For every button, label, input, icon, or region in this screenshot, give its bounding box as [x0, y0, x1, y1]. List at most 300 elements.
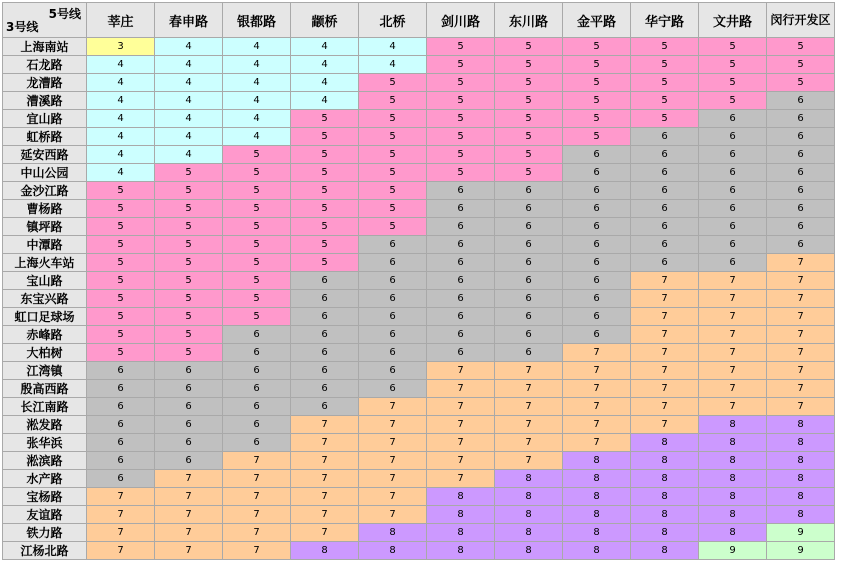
fare-cell: 6: [563, 164, 631, 182]
column-header-line5-station: 北桥: [359, 3, 427, 38]
table-row: [3, 434, 835, 452]
fare-cell: 8: [563, 542, 631, 560]
fare-cell: 6: [359, 362, 427, 380]
fare-cell: 7: [87, 542, 155, 560]
fare-cell: 5: [359, 218, 427, 236]
fare-cell: 6: [291, 290, 359, 308]
fare-cell: 5: [87, 236, 155, 254]
row-header-line3-station: 延安西路: [3, 146, 87, 164]
fare-cell: 6: [767, 236, 835, 254]
fare-cell: 7: [631, 362, 699, 380]
fare-cell: 6: [699, 146, 767, 164]
fare-cell: 7: [359, 488, 427, 506]
table-row: [3, 200, 835, 218]
fare-cell: 6: [563, 236, 631, 254]
table-row: [3, 452, 835, 470]
fare-cell: 6: [495, 308, 563, 326]
fare-cell: 6: [291, 308, 359, 326]
fare-cell: 4: [359, 56, 427, 74]
fare-cell: 4: [359, 38, 427, 56]
table-row: [3, 38, 835, 56]
fare-cell: 7: [155, 488, 223, 506]
fare-cell: 6: [495, 200, 563, 218]
fare-cell: 9: [767, 524, 835, 542]
fare-cell: 5: [155, 236, 223, 254]
fare-cell: 8: [699, 524, 767, 542]
fare-cell: 6: [699, 200, 767, 218]
fare-cell: 6: [87, 398, 155, 416]
fare-cell: 8: [631, 524, 699, 542]
fare-cell: 8: [563, 470, 631, 488]
fare-cell: 7: [631, 344, 699, 362]
fare-cell: 7: [631, 272, 699, 290]
fare-cell: 5: [223, 290, 291, 308]
fare-cell: 8: [767, 452, 835, 470]
table-row: [3, 290, 835, 308]
fare-cell: 7: [291, 524, 359, 542]
row-header-line3-station: 铁力路: [3, 524, 87, 542]
table-row: [3, 164, 835, 182]
fare-cell: 5: [495, 128, 563, 146]
fare-cell: 6: [495, 290, 563, 308]
fare-cell: 6: [427, 236, 495, 254]
fare-cell: 7: [359, 434, 427, 452]
fare-cell: 5: [631, 92, 699, 110]
fare-cell: 6: [563, 254, 631, 272]
fare-cell: 5: [359, 182, 427, 200]
fare-cell: 4: [155, 128, 223, 146]
table-row: [3, 488, 835, 506]
row-header-line3-station: 赤峰路: [3, 326, 87, 344]
fare-cell: 5: [427, 128, 495, 146]
table-row: [3, 110, 835, 128]
fare-cell: 5: [767, 38, 835, 56]
fare-cell: 6: [427, 218, 495, 236]
fare-cell: 7: [699, 344, 767, 362]
fare-cell: 5: [291, 110, 359, 128]
row-header-line3-station: 石龙路: [3, 56, 87, 74]
fare-cell: 6: [495, 344, 563, 362]
fare-cell: 6: [87, 452, 155, 470]
row-header-line3-station: 淞滨路: [3, 452, 87, 470]
fare-cell: 8: [699, 488, 767, 506]
row-header-line3-station: 镇坪路: [3, 218, 87, 236]
fare-cell: 4: [223, 74, 291, 92]
fare-cell: 4: [223, 128, 291, 146]
fare-cell: 7: [87, 488, 155, 506]
fare-cell: 6: [495, 326, 563, 344]
fare-cell: 7: [767, 254, 835, 272]
row-header-line3-station: 水产路: [3, 470, 87, 488]
fare-cell: 5: [155, 164, 223, 182]
row-header-line3-station: 中山公园: [3, 164, 87, 182]
fare-cell: 6: [767, 218, 835, 236]
fare-cell: 7: [631, 380, 699, 398]
fare-cell: 7: [767, 290, 835, 308]
fare-cell: 7: [427, 362, 495, 380]
fare-cell: 6: [155, 362, 223, 380]
fare-cell: 7: [223, 542, 291, 560]
row-header-line3-station: 上海南站: [3, 38, 87, 56]
fare-cell: 6: [495, 254, 563, 272]
row-header-line3-station: 张华浜: [3, 434, 87, 452]
row-header-line3-station: 龙漕路: [3, 74, 87, 92]
fare-cell: 6: [563, 182, 631, 200]
fare-cell: 7: [767, 380, 835, 398]
fare-cell: 7: [767, 272, 835, 290]
fare-cell: 7: [155, 542, 223, 560]
fare-cell: 8: [699, 506, 767, 524]
fare-cell: 4: [87, 128, 155, 146]
table-row: [3, 542, 835, 560]
fare-cell: 5: [495, 92, 563, 110]
table-row: [3, 524, 835, 542]
fare-cell: 7: [631, 398, 699, 416]
row-header-line3-station: 宝山路: [3, 272, 87, 290]
fare-cell: 7: [359, 416, 427, 434]
table-row: [3, 326, 835, 344]
fare-cell: 4: [155, 74, 223, 92]
fare-cell: 5: [359, 74, 427, 92]
fare-cell: 7: [359, 506, 427, 524]
fare-cell: 6: [155, 452, 223, 470]
fare-cell: 6: [223, 398, 291, 416]
fare-cell: 5: [495, 146, 563, 164]
row-header-line3-station: 长江南路: [3, 398, 87, 416]
fare-cell: 8: [767, 506, 835, 524]
fare-cell: 4: [291, 92, 359, 110]
fare-cell: 7: [155, 524, 223, 542]
fare-cell: 6: [631, 254, 699, 272]
fare-cell: 6: [87, 416, 155, 434]
fare-cell: 4: [155, 38, 223, 56]
fare-cell: 7: [563, 380, 631, 398]
fare-cell: 5: [87, 326, 155, 344]
column-header-line5-station: 华宁路: [631, 3, 699, 38]
fare-cell: 6: [427, 272, 495, 290]
fare-cell: 5: [223, 164, 291, 182]
fare-cell: 7: [767, 398, 835, 416]
fare-cell: 5: [767, 56, 835, 74]
fare-cell: 5: [495, 110, 563, 128]
fare-cell: 5: [87, 272, 155, 290]
fare-cell: 8: [427, 524, 495, 542]
fare-cell: 7: [291, 488, 359, 506]
fare-cell: 7: [767, 344, 835, 362]
fare-matrix-table: [2, 2, 835, 560]
fare-cell: 5: [495, 164, 563, 182]
fare-cell: 6: [359, 272, 427, 290]
fare-cell: 5: [427, 38, 495, 56]
fare-cell: 8: [495, 524, 563, 542]
fare-cell: 6: [359, 344, 427, 362]
fare-cell: 6: [563, 272, 631, 290]
fare-cell: 6: [631, 236, 699, 254]
fare-cell: 6: [155, 380, 223, 398]
fare-cell: 8: [359, 524, 427, 542]
table-row: [3, 92, 835, 110]
fare-cell: 4: [155, 92, 223, 110]
fare-cell: 6: [699, 182, 767, 200]
fare-cell: 5: [359, 92, 427, 110]
row-header-line3-station: 江杨北路: [3, 542, 87, 560]
fare-cell: 6: [495, 182, 563, 200]
table-row: [3, 56, 835, 74]
fare-cell: 4: [87, 56, 155, 74]
fare-cell: 4: [291, 38, 359, 56]
fare-cell: 5: [291, 146, 359, 164]
fare-cell: 7: [87, 506, 155, 524]
fare-cell: 7: [223, 488, 291, 506]
fare-cell: 5: [495, 74, 563, 92]
table-row: [3, 254, 835, 272]
fare-cell: 7: [767, 308, 835, 326]
fare-cell: 5: [155, 308, 223, 326]
fare-cell: 8: [631, 434, 699, 452]
fare-cell: 5: [291, 128, 359, 146]
fare-cell: 7: [699, 398, 767, 416]
fare-cell: 5: [155, 182, 223, 200]
row-header-line3-station: 上海火车站: [3, 254, 87, 272]
fare-cell: 6: [291, 326, 359, 344]
column-header-line5-station: 闵行开发区: [767, 3, 835, 38]
fare-cell: 7: [563, 398, 631, 416]
fare-cell: 6: [631, 218, 699, 236]
fare-cell: 6: [359, 308, 427, 326]
fare-cell: 7: [699, 380, 767, 398]
fare-cell: 8: [631, 470, 699, 488]
fare-cell: 7: [631, 416, 699, 434]
fare-cell: 5: [427, 56, 495, 74]
fare-cell: 6: [359, 254, 427, 272]
fare-cell: 4: [87, 146, 155, 164]
fare-cell: 7: [359, 470, 427, 488]
fare-cell: 6: [291, 272, 359, 290]
fare-cell: 3: [87, 38, 155, 56]
fare-cell: 8: [563, 488, 631, 506]
fare-cell: 5: [699, 56, 767, 74]
fare-cell: 8: [699, 470, 767, 488]
fare-cell: 6: [767, 146, 835, 164]
column-header-line5-station: 颛桥: [291, 3, 359, 38]
fare-cell: 5: [427, 92, 495, 110]
row-header-line3-station: 殷高西路: [3, 380, 87, 398]
fare-cell: 6: [87, 470, 155, 488]
fare-cell: 5: [359, 146, 427, 164]
fare-cell: 5: [631, 74, 699, 92]
fare-cell: 6: [767, 128, 835, 146]
fare-cell: 5: [291, 182, 359, 200]
fare-cell: 7: [631, 290, 699, 308]
fare-cell: 6: [223, 326, 291, 344]
row-header-line3-station: 大柏树: [3, 344, 87, 362]
table-row: [3, 146, 835, 164]
fare-cell: 6: [631, 146, 699, 164]
row-header-line3-station: 东宝兴路: [3, 290, 87, 308]
fare-cell: 6: [767, 182, 835, 200]
table-row: [3, 380, 835, 398]
fare-cell: 7: [223, 452, 291, 470]
fare-cell: 7: [767, 362, 835, 380]
row-header-line3-station: 友谊路: [3, 506, 87, 524]
fare-cell: 8: [563, 452, 631, 470]
fare-cell: 5: [87, 200, 155, 218]
row-header-line3-station: 漕溪路: [3, 92, 87, 110]
fare-cell: 5: [291, 164, 359, 182]
fare-cell: 6: [359, 290, 427, 308]
fare-cell: 5: [87, 344, 155, 362]
fare-cell: 6: [359, 236, 427, 254]
fare-cell: 6: [699, 164, 767, 182]
fare-cell: 5: [87, 182, 155, 200]
fare-cell: 5: [699, 92, 767, 110]
fare-cell: 7: [359, 398, 427, 416]
column-header-line5-station: 莘庄: [87, 3, 155, 38]
fare-cell: 7: [291, 434, 359, 452]
line5-axis-label: 5号线: [48, 7, 81, 21]
row-header-line3-station: 宜山路: [3, 110, 87, 128]
fare-cell: 5: [87, 290, 155, 308]
fare-cell: 6: [495, 218, 563, 236]
fare-cell: 6: [699, 128, 767, 146]
fare-cell: 7: [495, 362, 563, 380]
fare-cell: 5: [87, 218, 155, 236]
column-header-line5-station: 东川路: [495, 3, 563, 38]
fare-cell: 7: [291, 470, 359, 488]
fare-cell: 4: [155, 146, 223, 164]
header-row: [3, 3, 835, 38]
fare-cell: 9: [767, 542, 835, 560]
fare-cell: 6: [699, 254, 767, 272]
fare-cell: 5: [291, 236, 359, 254]
table-row: [3, 506, 835, 524]
fare-cell: 7: [427, 470, 495, 488]
fare-cell: 7: [427, 434, 495, 452]
fare-cell: 6: [223, 362, 291, 380]
fare-cell: 9: [699, 542, 767, 560]
table-row: [3, 236, 835, 254]
column-header-line5-station: 剑川路: [427, 3, 495, 38]
fare-cell: 6: [699, 110, 767, 128]
fare-cell: 6: [631, 164, 699, 182]
row-header-line3-station: 中潭路: [3, 236, 87, 254]
fare-cell: 4: [223, 38, 291, 56]
fare-cell: 7: [563, 416, 631, 434]
fare-cell: 7: [631, 326, 699, 344]
fare-cell: 5: [155, 326, 223, 344]
fare-cell: 6: [427, 308, 495, 326]
fare-cell: 5: [155, 272, 223, 290]
fare-cell: 8: [631, 542, 699, 560]
fare-cell: 6: [359, 326, 427, 344]
fare-cell: 7: [495, 434, 563, 452]
table-row: [3, 362, 835, 380]
row-header-line3-station: 金沙江路: [3, 182, 87, 200]
fare-cell: 7: [359, 452, 427, 470]
fare-cell: 7: [223, 524, 291, 542]
fare-cell: 6: [563, 146, 631, 164]
fare-cell: 4: [223, 110, 291, 128]
fare-cell: 7: [291, 452, 359, 470]
fare-cell: 6: [427, 182, 495, 200]
fare-cell: 7: [223, 470, 291, 488]
fare-cell: 8: [699, 434, 767, 452]
table-row: [3, 272, 835, 290]
fare-cell: 4: [87, 92, 155, 110]
row-header-line3-station: 宝杨路: [3, 488, 87, 506]
row-header-line3-station: 虹桥路: [3, 128, 87, 146]
fare-cell: 7: [699, 326, 767, 344]
fare-cell: 5: [223, 200, 291, 218]
fare-cell: 7: [563, 362, 631, 380]
fare-cell: 5: [223, 146, 291, 164]
fare-cell: 5: [563, 74, 631, 92]
fare-cell: 4: [155, 56, 223, 74]
fare-cell: 6: [767, 164, 835, 182]
fare-cell: 7: [699, 362, 767, 380]
fare-cell: 8: [495, 488, 563, 506]
fare-cell: 5: [767, 74, 835, 92]
fare-cell: 6: [291, 362, 359, 380]
fare-cell: 7: [427, 416, 495, 434]
fare-cell: 6: [563, 218, 631, 236]
table-row: [3, 74, 835, 92]
fare-cell: 6: [427, 326, 495, 344]
fare-cell: 8: [767, 488, 835, 506]
fare-cell: 8: [631, 488, 699, 506]
fare-cell: 5: [87, 254, 155, 272]
fare-cell: 7: [495, 452, 563, 470]
fare-cell: 8: [767, 416, 835, 434]
fare-cell: 5: [155, 254, 223, 272]
fare-cell: 6: [223, 434, 291, 452]
fare-cell: 7: [427, 398, 495, 416]
fare-cell: 8: [563, 506, 631, 524]
fare-cell: 6: [767, 92, 835, 110]
fare-cell: 8: [495, 470, 563, 488]
fare-cell: 6: [291, 380, 359, 398]
fare-cell: 6: [631, 200, 699, 218]
fare-cell: 8: [427, 506, 495, 524]
fare-cell: 8: [495, 542, 563, 560]
fare-cell: 6: [699, 236, 767, 254]
fare-cell: 4: [87, 110, 155, 128]
fare-cell: 6: [427, 290, 495, 308]
fare-cell: 7: [291, 506, 359, 524]
fare-cell: 5: [427, 74, 495, 92]
fare-cell: 6: [699, 218, 767, 236]
row-header-line3-station: 淞发路: [3, 416, 87, 434]
fare-cell: 8: [359, 542, 427, 560]
fare-cell: 7: [699, 308, 767, 326]
fare-cell: 6: [427, 344, 495, 362]
fare-cell: 5: [563, 128, 631, 146]
fare-cell: 6: [631, 128, 699, 146]
fare-cell: 6: [563, 290, 631, 308]
fare-cell: 5: [155, 290, 223, 308]
fare-cell: 5: [359, 128, 427, 146]
fare-cell: 5: [291, 218, 359, 236]
fare-cell: 5: [495, 56, 563, 74]
fare-cell: 4: [291, 74, 359, 92]
fare-cell: 5: [359, 110, 427, 128]
fare-cell: 6: [155, 434, 223, 452]
fare-cell: 4: [87, 74, 155, 92]
table-row: [3, 308, 835, 326]
table-row: [3, 398, 835, 416]
corner-header-cell: [3, 3, 87, 38]
fare-cell: 5: [631, 56, 699, 74]
